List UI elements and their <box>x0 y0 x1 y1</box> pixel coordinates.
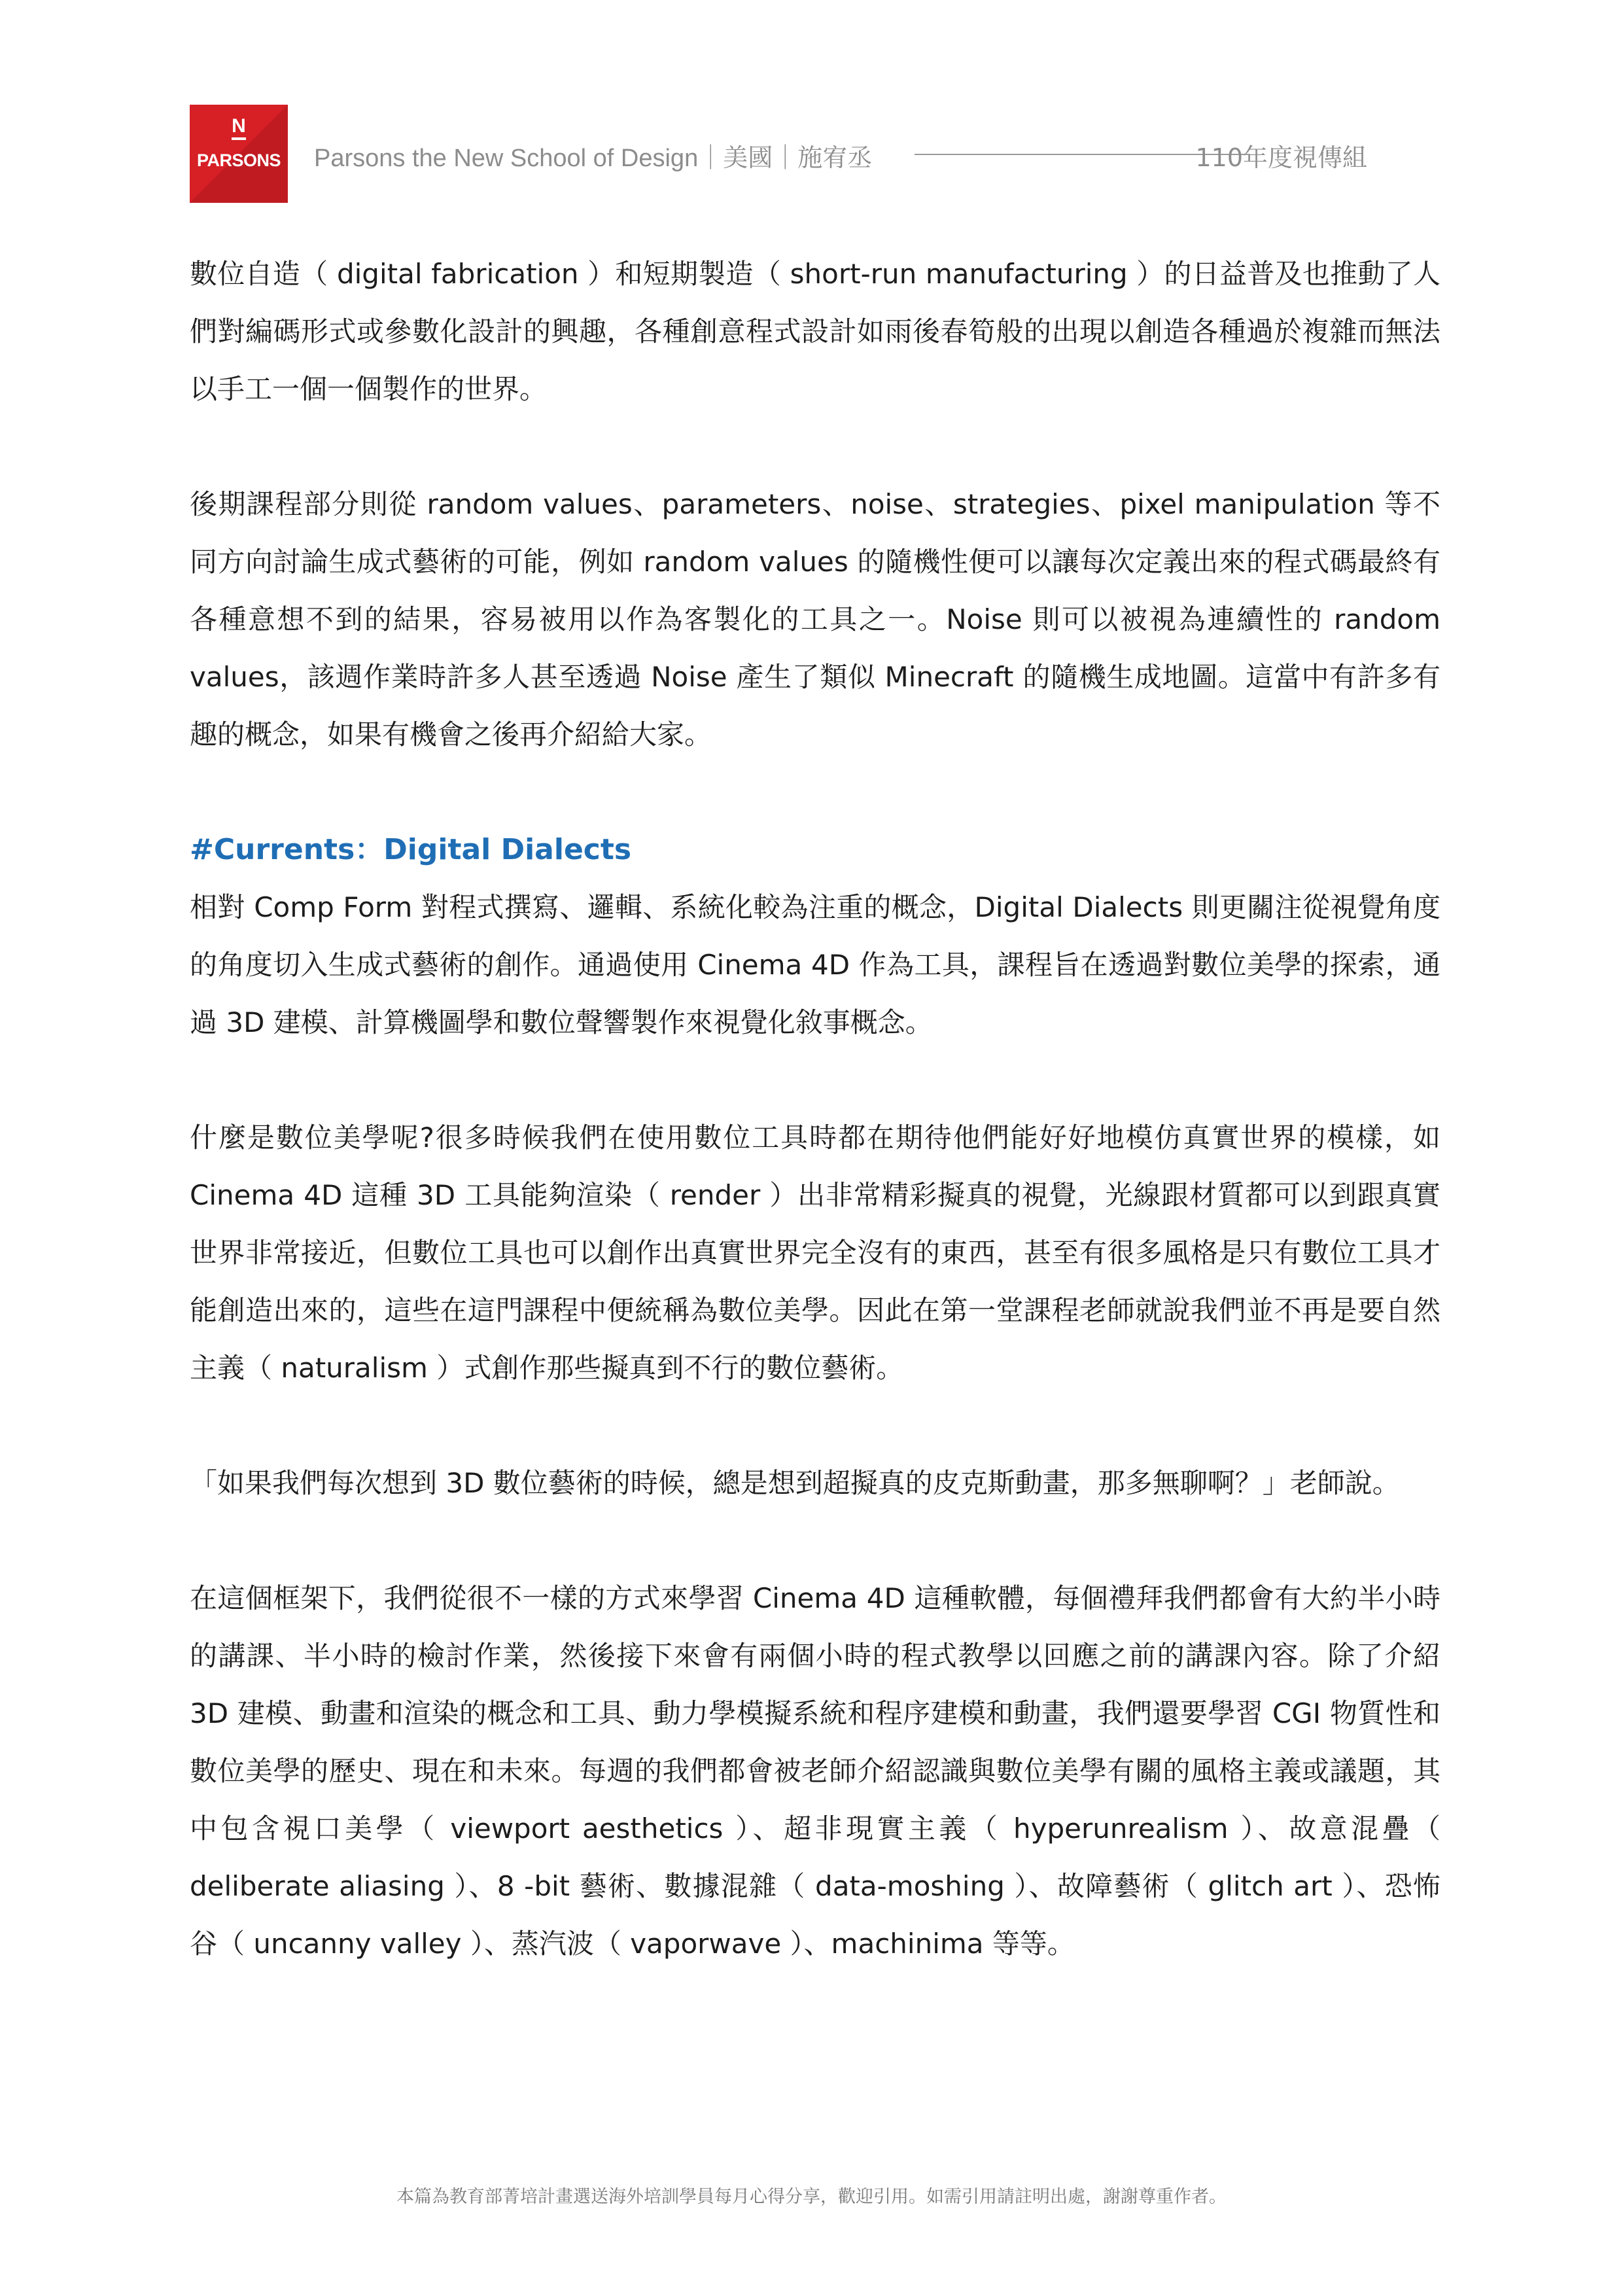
logo-mark: N <box>232 115 246 137</box>
paragraph-course-framework: 在這個框架下，我們從很不一樣的方式來學習 Cinema 4D 這種軟體，每個禮拜我們都會有大約半小時的講課、半小時的檢討作業，然後接下來會有兩個小時的程式教學以回應之前的講課內容。除了介紹 3D 建模、動畫和渲染的概念和工具、動力學模擬系統和程序建模和動畫，我們還要學習 CGI 物質性和數位美學的歷史、現在和未來。每週的我們都會被老師介紹認識與數位美學有關的風格主義或議題，其中包含視口美學（ viewport aesthetics ）、超非現實主義（ hyperunrealism ）、故意混疊（ deliberate aliasing ）、8 -bit 藝術、數據混雜（ data-moshing ）、故障藝術（ glitch art ）、恐怖谷（ uncanny valley ）、蒸汽波（ vaporwave ）、machinima 等等。 <box>190 1582 1440 1960</box>
page-header <box>190 105 1433 203</box>
logo-wordmark: PARSONS <box>196 150 281 170</box>
header-year-group: 110年度視傳組 <box>1195 143 1367 172</box>
teacher-quote: 「如果我們每次想到 3D 數位藝術的時候，總是想到超擬真的皮克斯動畫，那多無聊啊？」老師說。 <box>190 1467 1400 1499</box>
parsons-logo <box>190 105 288 203</box>
page-footer-notice: 本篇為教育部菁培計畫選送海外培訓學員每月心得分享，歡迎引用。如需引用請註明出處，謝謝尊重作者。 <box>396 2187 1227 2207</box>
paragraph-later-course: 後期課程部分則從 random values、parameters、noise、strategies、pixel manipulation 等不同方向討論生成式藝術的可能，例如 random values 的隨機性便可以讓每次定義出來的程式碼最終有各種意想不到的結果，容易被用以作為客製化的工具之一。Noise 則可以被視為連續性的 random values，該週作業時許多人甚至透過 Noise 產生了類似 Minecraft 的隨機生成地圖。這當中有許多有趣的概念，如果有機會之後再介紹給大家。 <box>190 488 1440 751</box>
paragraph-digital-dialects: 相對 Comp Form 對程式撰寫、邏輯、系統化較為注重的概念，Digital Dialects 則更關注從視覺角度的角度切入生成式藝術的創作。通過使用 Cinema 4D 作為工具，課程旨在透過對數位美學的探索，通過 3D 建模、計算機圖學和數位聲響製作來視覺化敘事概念。 <box>190 891 1440 1038</box>
article-body <box>190 245 1440 2030</box>
logo-mark-underline <box>232 137 246 140</box>
section-title: #Currents：Digital Dialects <box>190 833 632 866</box>
paragraph-digital-fabrication: 數位自造（ digital fabrication ）和短期製造（ short-run manufacturing ）的日益普及也推動了人們對編碼形式或參數化設計的興趣，各種創意程式設計如雨後春筍般的出現以創造各種過於複雜而無法以手工一個一個製作的世界。 <box>190 258 1440 405</box>
header-source-line: Parsons the New School of Design｜美國｜施宥丞 <box>314 145 873 172</box>
paragraph-digital-aesthetics: 什麼是數位美學呢?很多時候我們在使用數位工具時都在期待他們能好好地模仿真實世界的模樣，如 Cinema 4D 這種 3D 工具能夠渲染（ render ）出非常精彩擬真的視覺，光線跟材質都可以到跟真實世界非常接近，但數位工具也可以創作出真實世界完全沒有的東西，甚至有很多風格是只有數位工具才能創造出來的，這些在這門課程中便統稱為數位美學。因此在第一堂課程老師就說我們並不再是要自然主義（ naturalism ）式創作那些擬真到不行的數位藝術。 <box>190 1122 1440 1384</box>
